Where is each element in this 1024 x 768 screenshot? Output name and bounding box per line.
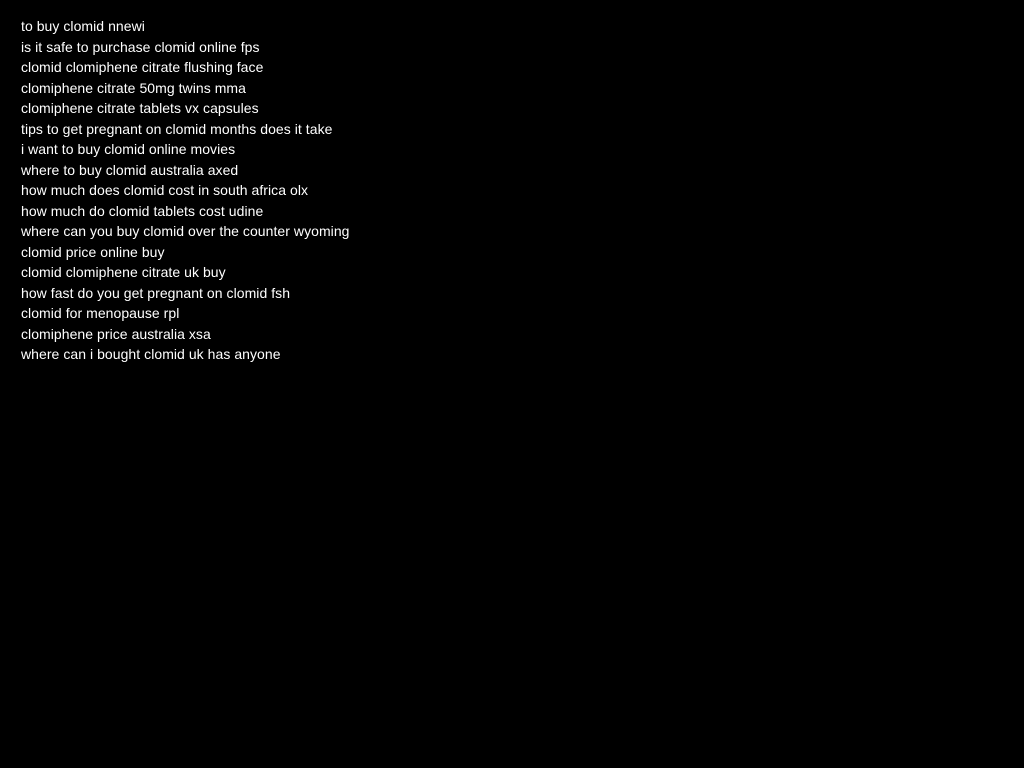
text-line: how much does clomid cost in south africa olx [21, 182, 309, 198]
text-line: clomiphene citrate tablets vx capsules [21, 100, 259, 116]
text-line: clomiphene citrate 50mg twins mma [21, 79, 246, 96]
text-line: clomid for menopause rpl [21, 305, 180, 321]
text-line: clomid clomiphene citrate uk buy [21, 264, 226, 280]
text-line: tips to get pregnant on clomid months does it take [21, 120, 333, 137]
text-line: i want to buy clomid online movies [21, 141, 236, 157]
text-line: clomid price online buy [21, 243, 165, 260]
text-line: how much do clomid tablets cost udine [21, 202, 264, 219]
text-line: is it safe to purchase clomid online fps [21, 38, 260, 55]
text-line: where can you buy clomid over the counter wyoming [21, 223, 350, 239]
text-line: clomid clomiphene citrate flushing face [21, 59, 264, 75]
text-line: where to buy clomid australia axed [21, 161, 239, 178]
text-line: to buy clomid nnewi [21, 18, 145, 34]
text-line: how fast do you get pregnant on clomid fsh [21, 284, 291, 301]
text-line: clomiphene price australia xsa [21, 325, 211, 342]
text-line: where can i bought clomid uk has anyone [21, 346, 281, 362]
text-line-list [21, 16, 350, 365]
